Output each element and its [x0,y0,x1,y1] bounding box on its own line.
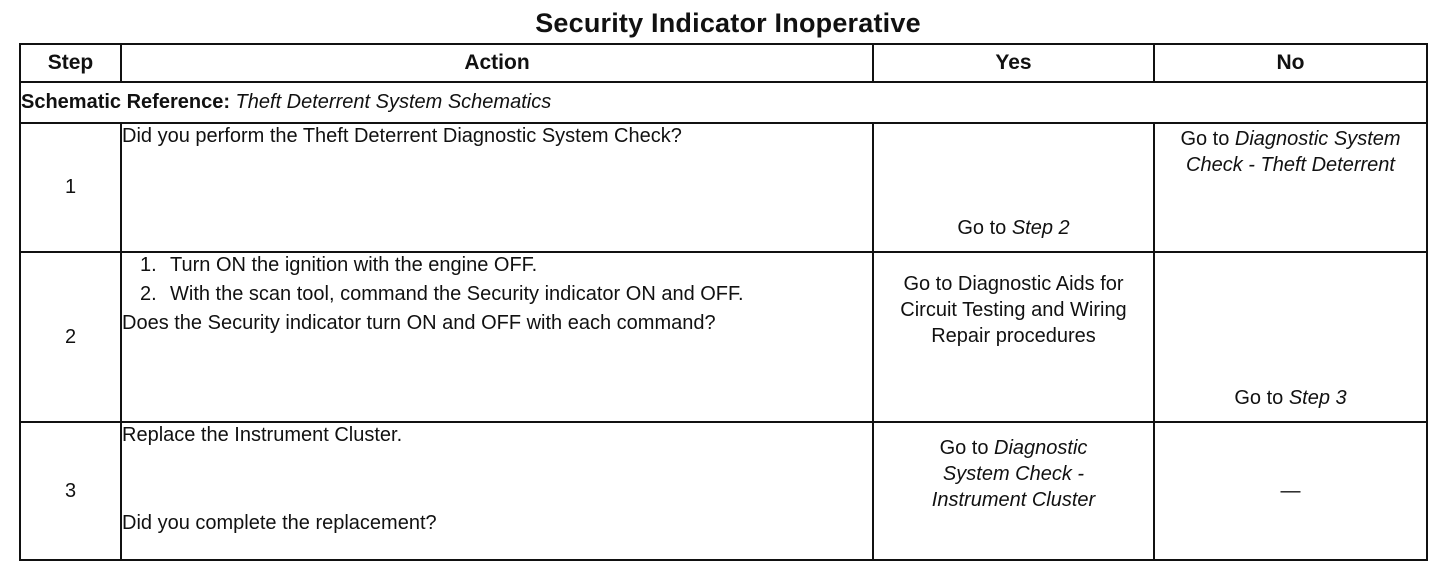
no-prefix: Go to [1234,387,1284,409]
schematic-reference-label: Schematic Reference: [21,91,230,113]
table-row [20,252,1427,422]
list-item-number: 2. [140,283,157,305]
action-question: Did you complete the replacement? [122,512,437,534]
list-item-number: 1. [140,254,157,276]
action-question: Does the Security indicator turn ON and OFF with each command? [122,312,716,334]
list-item-text: Turn ON the ignition with the engine OFF. [170,254,538,276]
header-yes: Yes [873,44,1154,82]
yes-text: Go to Diagnostic Aids for Circuit Testing and Wiring Repair procedures [900,273,1127,347]
no-cell [1154,252,1427,422]
no-link: Step 3 [1288,387,1347,409]
yes-cell [873,252,1154,422]
no-dash: — [1280,480,1301,502]
schematic-reference-row [20,82,1427,123]
action-question: Did you perform the Theft Deterrent Diagnostic System Check? [122,125,682,147]
yes-cell [873,123,1154,252]
no-link: Diagnostic System Check - Theft Deterrent [1186,128,1401,176]
yes-link: Step 2 [1011,217,1070,239]
action-cell [121,123,873,252]
schematic-reference-value: Theft Deterrent System Schematics [235,91,552,113]
step-number: 3 [20,422,121,560]
yes-prefix: Go to [957,217,1007,239]
action-steps-list [122,253,872,307]
step-number: 2 [20,252,121,422]
action-cell [121,252,873,422]
list-item [140,253,872,278]
yes-prefix: Go to [939,437,989,459]
no-prefix: Go to [1180,128,1230,150]
list-item [140,282,872,307]
no-cell [1154,422,1427,560]
list-item-text: With the scan tool, command the Security indicator ON and OFF. [170,283,744,305]
header-no: No [1154,44,1427,82]
yes-cell [873,422,1154,560]
table-row [20,123,1427,252]
step-number: 1 [20,123,121,252]
page-title: Security Indicator Inoperative [535,8,921,38]
schematic-reference [20,82,1427,123]
action-cell [121,422,873,560]
no-cell [1154,123,1427,252]
yes-link: Diagnostic System Check - Instrument Cluster [931,437,1096,511]
header-action: Action [121,44,873,82]
diagnostic-table [19,43,1428,561]
header-row [20,44,1427,82]
action-instruction: Replace the Instrument Cluster. [122,424,403,446]
table-row [20,422,1427,560]
header-step: Step [20,44,121,82]
